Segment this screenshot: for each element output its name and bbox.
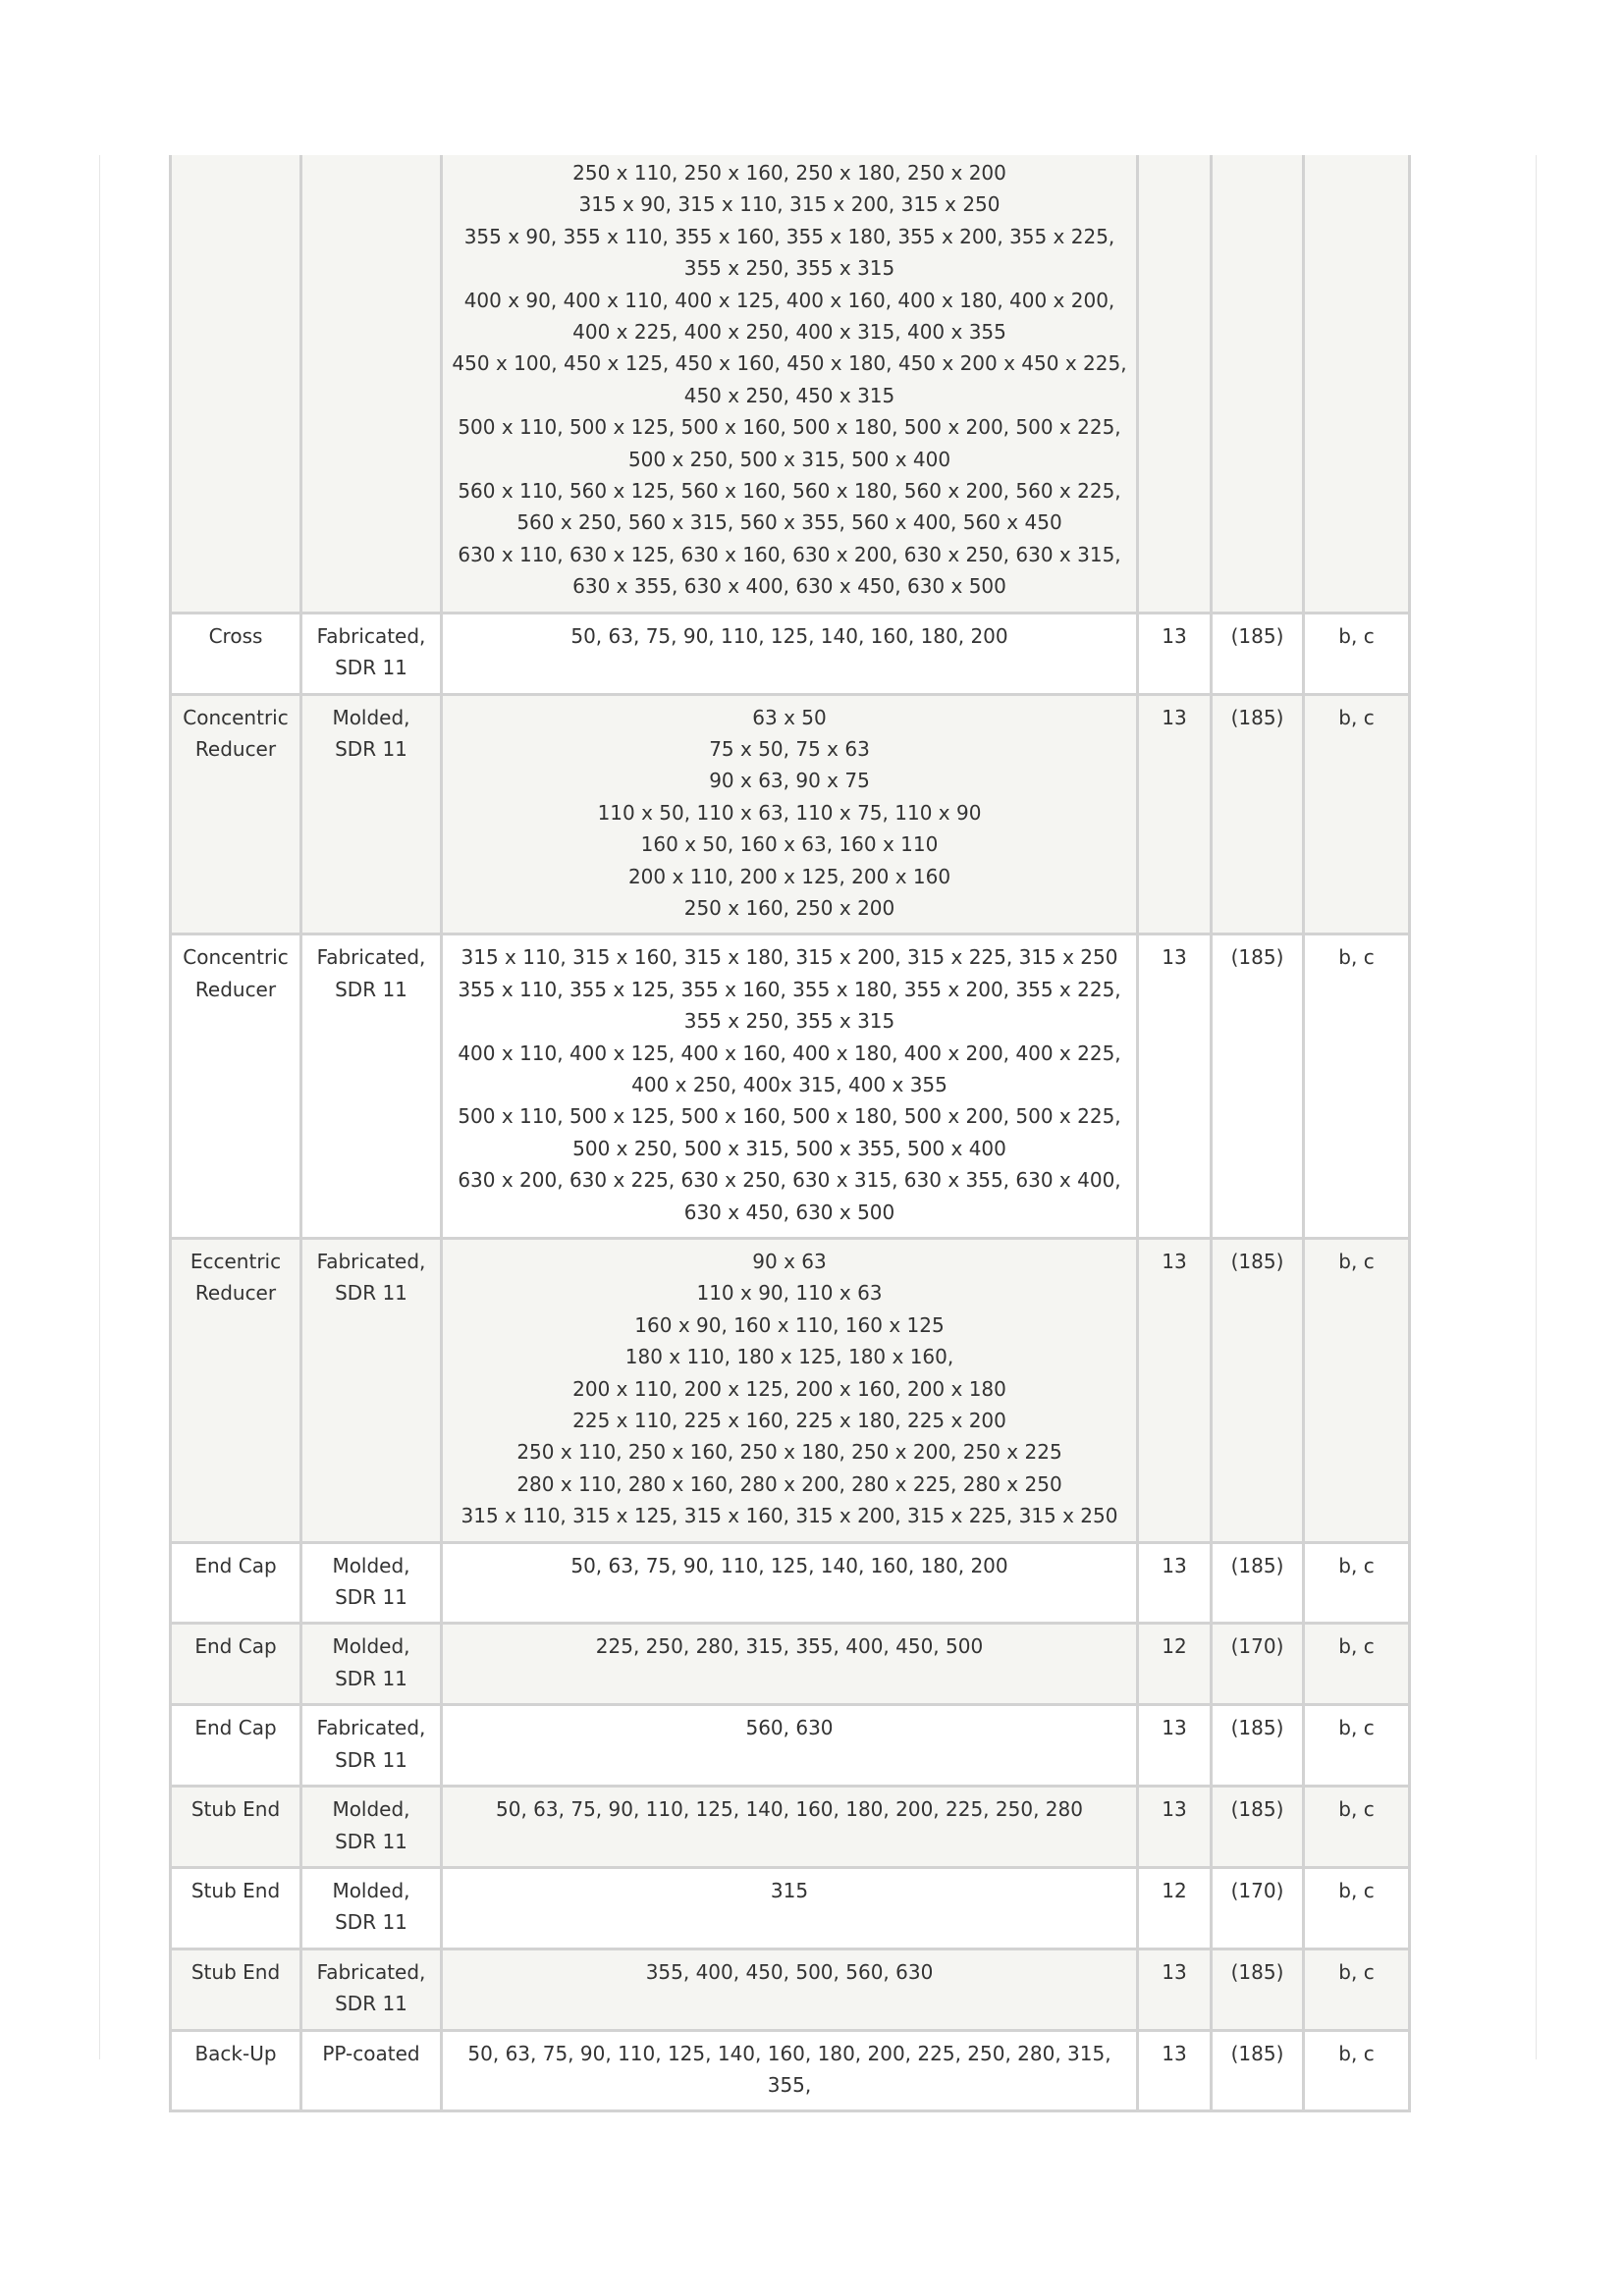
pressure-psi-cell: (185) [1212, 1705, 1304, 1787]
fitting-cell: End Cap [171, 1705, 301, 1787]
pressure-bar-cell: 13 [1138, 613, 1212, 694]
sizes-cell [442, 694, 1138, 934]
sizes-cell [442, 613, 1138, 694]
pressure-bar-cell: 12 [1138, 1624, 1212, 1705]
table-row [171, 613, 1410, 694]
pressure-bar-cell: 12 [1138, 1867, 1212, 1949]
sizes-cell [442, 1949, 1138, 2030]
size-line: 110 x 50, 110 x 63, 110 x 75, 110 x 90 [597, 800, 982, 825]
pressure-psi-cell: (185) [1212, 613, 1304, 694]
notes-cell: b, c [1304, 1542, 1410, 1624]
size-line: 250 x 110, 250 x 160, 250 x 180, 250 x 200 [572, 161, 1006, 185]
size-line: 75 x 50, 75 x 63 [709, 736, 870, 761]
notes-cell [1304, 155, 1410, 613]
pressure-psi-cell: (185) [1212, 694, 1304, 934]
type-cell: Molded, SDR 11 [301, 1542, 442, 1624]
sizes-cell [442, 1542, 1138, 1624]
notes-cell: b, c [1304, 1705, 1410, 1787]
pressure-bar-cell: 13 [1138, 1949, 1212, 2030]
table-row [171, 2030, 1410, 2111]
notes-cell: b, c [1304, 1867, 1410, 1949]
size-line: 560 x 110, 560 x 125, 560 x 160, 560 x 180, 560 x 200, 560 x 225, 560 x 250, 560 x 315, 560 x 355, 560 x 400, 560 x 450 [458, 479, 1121, 535]
sizes-cell [442, 934, 1138, 1239]
pressure-bar-cell: 13 [1138, 2030, 1212, 2111]
type-cell: Fabricated, SDR 11 [301, 1239, 442, 1543]
sizes-cell [442, 1867, 1138, 1949]
size-line: 200 x 110, 200 x 125, 200 x 160 [627, 864, 951, 888]
pressure-psi-cell: (185) [1212, 934, 1304, 1239]
pressure-bar-cell: 13 [1138, 1542, 1212, 1624]
fitting-cell [171, 155, 301, 613]
size-line: 355 x 110, 355 x 125, 355 x 160, 355 x 180, 355 x 200, 355 x 225, 355 x 250, 355 x 315 [458, 977, 1121, 1034]
table-row [171, 1949, 1410, 2030]
size-line: 50, 63, 75, 90, 110, 125, 140, 160, 180, 200 [570, 623, 1008, 648]
pressure-psi-cell: (170) [1212, 1624, 1304, 1705]
type-cell: Molded, SDR 11 [301, 1867, 442, 1949]
size-line: 315 x 110, 315 x 125, 315 x 160, 315 x 200, 315 x 225, 315 x 250 [460, 1504, 1118, 1528]
fitting-cell: End Cap [171, 1624, 301, 1705]
fitting-cell: Back-Up [171, 2030, 301, 2111]
size-line: 50, 63, 75, 90, 110, 125, 140, 160, 180, 200, 225, 250, 280 [496, 1797, 1083, 1822]
size-line: 90 x 63, 90 x 75 [709, 769, 870, 793]
table-row [171, 1867, 1410, 1949]
size-line: 630 x 110, 630 x 125, 630 x 160, 630 x 200, 630 x 250, 630 x 315, 630 x 355, 630 x 400, 630 x 450, 630 x 500 [458, 542, 1121, 599]
type-cell: Fabricated, SDR 11 [301, 1949, 442, 2030]
type-cell: Fabricated, SDR 11 [301, 613, 442, 694]
table-row [171, 1239, 1410, 1543]
size-line: 500 x 110, 500 x 125, 500 x 160, 500 x 180, 500 x 200, 500 x 225, 500 x 250, 500 x 315, 500 x 400 [458, 415, 1121, 471]
size-line: 630 x 200, 630 x 225, 630 x 250, 630 x 315, 630 x 355, 630 x 400, 630 x 450, 630 x 500 [458, 1168, 1121, 1224]
pressure-bar-cell: 13 [1138, 934, 1212, 1239]
size-line: 450 x 100, 450 x 125, 450 x 160, 450 x 180, 450 x 200 x 450 x 225, 450 x 250, 450 x 315 [452, 351, 1127, 407]
table-row [171, 1705, 1410, 1787]
pressure-psi-cell: (185) [1212, 1239, 1304, 1543]
notes-cell: b, c [1304, 1787, 1410, 1868]
notes-cell: b, c [1304, 1624, 1410, 1705]
notes-cell: b, c [1304, 2030, 1410, 2111]
pressure-bar-cell: 13 [1138, 1239, 1212, 1543]
notes-cell: b, c [1304, 613, 1410, 694]
pressure-psi-cell: (185) [1212, 1949, 1304, 2030]
fittings-table-body [171, 155, 1410, 2111]
fitting-cell: Concentric Reducer [171, 934, 301, 1239]
notes-cell: b, c [1304, 1949, 1410, 2030]
size-line: 315 x 110, 315 x 160, 315 x 180, 315 x 200, 315 x 225, 315 x 250 [460, 945, 1118, 970]
size-line: 355 x 90, 355 x 110, 355 x 160, 355 x 180, 355 x 200, 355 x 225, 355 x 250, 355 x 315 [463, 224, 1115, 281]
size-line: 180 x 110, 180 x 125, 180 x 160, [624, 1345, 954, 1369]
page-margin-rule-right [1536, 155, 1537, 2059]
table-row [171, 155, 1410, 613]
pressure-psi-cell: (185) [1212, 1787, 1304, 1868]
table-row [171, 694, 1410, 934]
type-cell [301, 155, 442, 613]
fitting-cell: Stub End [171, 1867, 301, 1949]
type-cell: Fabricated, SDR 11 [301, 1705, 442, 1787]
pressure-psi-cell: (185) [1212, 1542, 1304, 1624]
type-cell: PP-coated [301, 2030, 442, 2111]
size-line: 225 x 110, 225 x 160, 225 x 180, 225 x 200 [572, 1409, 1006, 1433]
size-line: 280 x 110, 280 x 160, 280 x 200, 280 x 225, 280 x 250 [516, 1471, 1062, 1496]
size-line: 355, 400, 450, 500, 560, 630 [645, 1959, 934, 1984]
size-line: 50, 63, 75, 90, 110, 125, 140, 160, 180, 200 [570, 1553, 1008, 1577]
sizes-cell [442, 1239, 1138, 1543]
size-line: 560, 630 [745, 1716, 834, 1740]
size-line: 200 x 110, 200 x 125, 200 x 160, 200 x 180 [572, 1376, 1006, 1401]
type-cell: Molded, SDR 11 [301, 694, 442, 934]
fitting-cell: Concentric Reducer [171, 694, 301, 934]
size-line: 110 x 90, 110 x 63 [696, 1281, 883, 1306]
fitting-cell: Eccentric Reducer [171, 1239, 301, 1543]
size-line: 400 x 90, 400 x 110, 400 x 125, 400 x 160, 400 x 180, 400 x 200, 400 x 225, 400 x 250, 400 x 315, 400 x 355 [463, 288, 1115, 345]
size-line: 315 x 90, 315 x 110, 315 x 200, 315 x 250 [578, 192, 1001, 217]
size-line: 160 x 50, 160 x 63, 160 x 110 [640, 832, 939, 857]
sizes-cell [442, 2030, 1138, 2111]
sizes-cell [442, 1705, 1138, 1787]
table-row [171, 1787, 1410, 1868]
fittings-table [169, 155, 1411, 2112]
size-line: 50, 63, 75, 90, 110, 125, 140, 160, 180, 200, 225, 250, 280, 315, 355, [467, 2041, 1111, 2097]
size-line: 63 x 50 [752, 705, 827, 729]
notes-cell: b, c [1304, 934, 1410, 1239]
size-line: 500 x 110, 500 x 125, 500 x 160, 500 x 180, 500 x 200, 500 x 225, 500 x 250, 500 x 315, 500 x 355, 500 x 400 [458, 1104, 1121, 1160]
sizes-cell [442, 1624, 1138, 1705]
pressure-bar-cell [1138, 155, 1212, 613]
size-line: 250 x 110, 250 x 160, 250 x 180, 250 x 200, 250 x 225 [516, 1440, 1062, 1465]
size-line: 90 x 63 [752, 1250, 827, 1273]
type-cell: Molded, SDR 11 [301, 1624, 442, 1705]
fitting-cell: End Cap [171, 1542, 301, 1624]
fitting-cell: Stub End [171, 1787, 301, 1868]
notes-cell: b, c [1304, 694, 1410, 934]
fittings-table-container [169, 155, 1408, 2097]
table-row [171, 1542, 1410, 1624]
type-cell: Fabricated, SDR 11 [301, 934, 442, 1239]
type-cell: Molded, SDR 11 [301, 1787, 442, 1868]
pressure-psi-cell [1212, 155, 1304, 613]
fitting-cell: Cross [171, 613, 301, 694]
pressure-bar-cell: 13 [1138, 694, 1212, 934]
size-line: 225, 250, 280, 315, 355, 400, 450, 500 [595, 1634, 984, 1659]
size-line: 400 x 110, 400 x 125, 400 x 160, 400 x 180, 400 x 200, 400 x 225, 400 x 250, 400x 315, 400 x 355 [458, 1041, 1121, 1096]
pressure-bar-cell: 13 [1138, 1787, 1212, 1868]
table-row [171, 1624, 1410, 1705]
pressure-psi-cell: (185) [1212, 2030, 1304, 2111]
sizes-cell [442, 1787, 1138, 1868]
sizes-cell [442, 155, 1138, 613]
page-margin-rule-left [99, 155, 100, 2059]
size-line: 250 x 160, 250 x 200 [683, 895, 895, 920]
pressure-psi-cell: (170) [1212, 1867, 1304, 1949]
table-row [171, 934, 1410, 1239]
size-line: 315 [770, 1878, 809, 1902]
size-line: 160 x 90, 160 x 110, 160 x 125 [634, 1312, 945, 1337]
notes-cell: b, c [1304, 1239, 1410, 1543]
pressure-bar-cell: 13 [1138, 1705, 1212, 1787]
fitting-cell: Stub End [171, 1949, 301, 2030]
